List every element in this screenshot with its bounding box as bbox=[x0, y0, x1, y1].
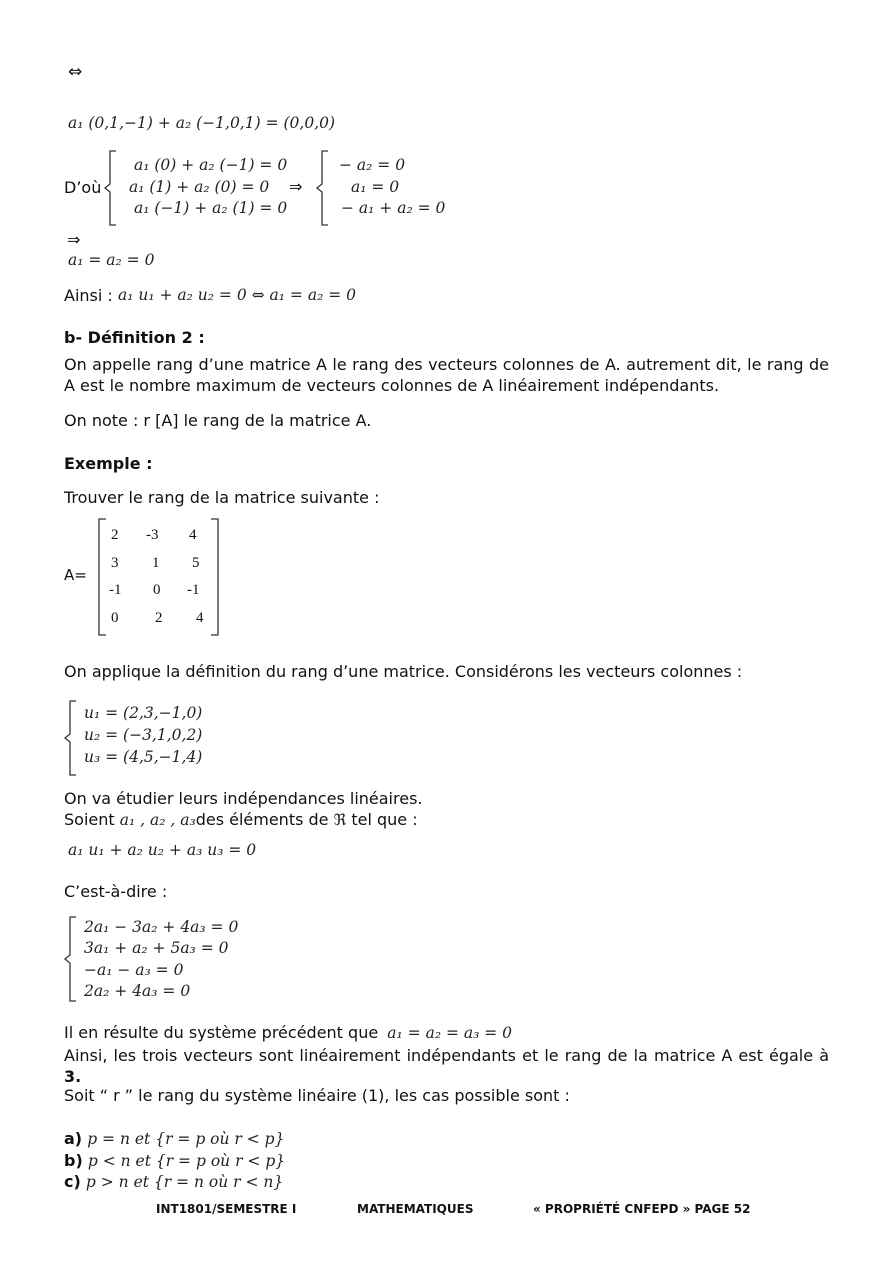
matrix-cell: -1 bbox=[109, 582, 122, 598]
case-b-math: p < n et {r = p où r < p} bbox=[87, 1152, 286, 1170]
case-a-math: p = n et {r = p où r < p} bbox=[87, 1130, 285, 1148]
footer-page: « PROPRIÉTÉ CNFEPD » PAGE 52 bbox=[533, 1202, 751, 1216]
soient-prefix: Soient bbox=[64, 810, 115, 829]
implies-symbol-mid: ⇒ bbox=[289, 177, 303, 196]
conclusion-period: . bbox=[75, 1067, 82, 1086]
matrix-cell: 3 bbox=[111, 555, 119, 571]
right-system-brace bbox=[306, 150, 330, 226]
vectors-brace bbox=[64, 700, 78, 776]
left-system-brace bbox=[104, 150, 118, 226]
footer-subject: MATHEMATIQUES bbox=[357, 1202, 474, 1216]
study-line: On va étudier leurs indépendances linéaires. bbox=[64, 789, 423, 808]
definition-text: On appelle rang d’une matrice A le rang des vecteurs colonnes de A. autrement dit, le rang de A est le nombre maximum de vecteurs colonnes de A linéairement indépendants. bbox=[64, 355, 829, 395]
left-system-line-1: a₁ (0) + a₂ (−1) = 0 bbox=[134, 156, 288, 174]
dou-label: D’où bbox=[64, 178, 102, 197]
case-c-label: c) bbox=[64, 1172, 81, 1191]
ainsi-math: a₁ u₁ + a₂ u₂ = 0 ⇔ a₁ = a₂ = 0 bbox=[118, 286, 356, 304]
combination-equation: a₁ u₁ + a₂ u₂ + a₃ u₃ = 0 bbox=[68, 841, 257, 859]
soient-line bbox=[64, 810, 418, 829]
right-system-line-3: − a₁ + a₂ = 0 bbox=[341, 199, 446, 217]
soit-line: Soit “ r ” le rang du système linéaire (1), les cas possible sont : bbox=[64, 1086, 570, 1105]
case-c-math: p > n et {r = n où r < n} bbox=[85, 1173, 284, 1191]
matrix-cell: 1 bbox=[152, 555, 160, 571]
matrix-cell: 5 bbox=[192, 555, 200, 571]
equation-line: a₁ (0,1,−1) + a₂ (−1,0,1) = (0,0,0) bbox=[68, 114, 336, 132]
matrix-label: A= bbox=[64, 566, 87, 584]
case-c bbox=[64, 1172, 283, 1191]
implies-symbol: ⇒ bbox=[67, 230, 81, 249]
cest-a-dire: C’est-à-dire : bbox=[64, 882, 168, 901]
apply-text: On applique la définition du rang d’une matrice. Considérons les vecteurs colonnes : bbox=[64, 662, 743, 681]
system-line-1: 2a₁ − 3a₂ + 4a₃ = 0 bbox=[84, 918, 239, 936]
reals-symbol: ℜ bbox=[333, 811, 347, 829]
system-line-2: 3a₁ + a₂ + 5a₃ = 0 bbox=[84, 939, 229, 957]
result-prefix: Il en résulte du système précédent que bbox=[64, 1023, 379, 1042]
result-math: a₁ = a₂ = a₃ = 0 bbox=[387, 1024, 513, 1042]
case-a-label: a) bbox=[64, 1129, 83, 1148]
matrix-cell: 2 bbox=[155, 610, 163, 626]
ainsi-label: Ainsi : bbox=[64, 286, 113, 305]
vector-u3: u₃ = (4,5,−1,4) bbox=[84, 748, 203, 766]
matrix-cell: 0 bbox=[111, 610, 119, 626]
result-line: a₁ = a₂ = 0 bbox=[68, 251, 155, 269]
soient-math: a₁ , a₂ , a₃ bbox=[119, 811, 196, 829]
matrix-cell: 4 bbox=[189, 527, 197, 543]
left-system-line-3: a₁ (−1) + a₂ (1) = 0 bbox=[134, 199, 288, 217]
conclusion-text bbox=[64, 1045, 829, 1087]
vector-u1: u₁ = (2,3,−1,0) bbox=[84, 704, 203, 722]
matrix-right-bracket bbox=[210, 518, 220, 636]
right-system-line-1: − a₂ = 0 bbox=[339, 156, 406, 174]
matrix-cell: -1 bbox=[187, 582, 200, 598]
definition-heading: b- Définition 2 : bbox=[64, 328, 205, 347]
system-line-3: −a₁ − a₃ = 0 bbox=[84, 961, 184, 979]
footer-course-code: INT1801/SEMESTRE I bbox=[156, 1202, 297, 1216]
soient-suffix: tel que : bbox=[351, 810, 418, 829]
matrix-cell: -3 bbox=[146, 527, 159, 543]
system-line-4: 2a₂ + 4a₃ = 0 bbox=[84, 982, 191, 1000]
system-brace bbox=[64, 916, 78, 1002]
matrix-cell: 4 bbox=[196, 610, 204, 626]
case-b-label: b) bbox=[64, 1151, 83, 1170]
result-sentence bbox=[64, 1023, 512, 1042]
case-b bbox=[64, 1151, 285, 1170]
matrix-cell: 0 bbox=[153, 582, 161, 598]
matrix-left-bracket bbox=[98, 518, 108, 636]
soient-mid: des éléments de bbox=[195, 810, 329, 829]
case-a bbox=[64, 1129, 284, 1148]
example-heading: Exemple : bbox=[64, 454, 153, 473]
conclusion-rank: 3 bbox=[64, 1067, 76, 1086]
right-system-line-2: a₁ = 0 bbox=[351, 178, 400, 196]
matrix-cell: 2 bbox=[111, 527, 119, 543]
example-prompt: Trouver le rang de la matrice suivante : bbox=[64, 488, 380, 507]
conclusion-body: Ainsi, les trois vecteurs sont linéairement indépendants et le rang de la matrice A est égale à bbox=[64, 1046, 829, 1065]
vector-u2: u₂ = (−3,1,0,2) bbox=[84, 726, 203, 744]
equivalence-symbol: ⇔ bbox=[68, 62, 83, 82]
definition-note: On note : r [A] le rang de la matrice A. bbox=[64, 411, 372, 430]
left-system-line-2: a₁ (1) + a₂ (0) = 0 bbox=[129, 178, 270, 196]
